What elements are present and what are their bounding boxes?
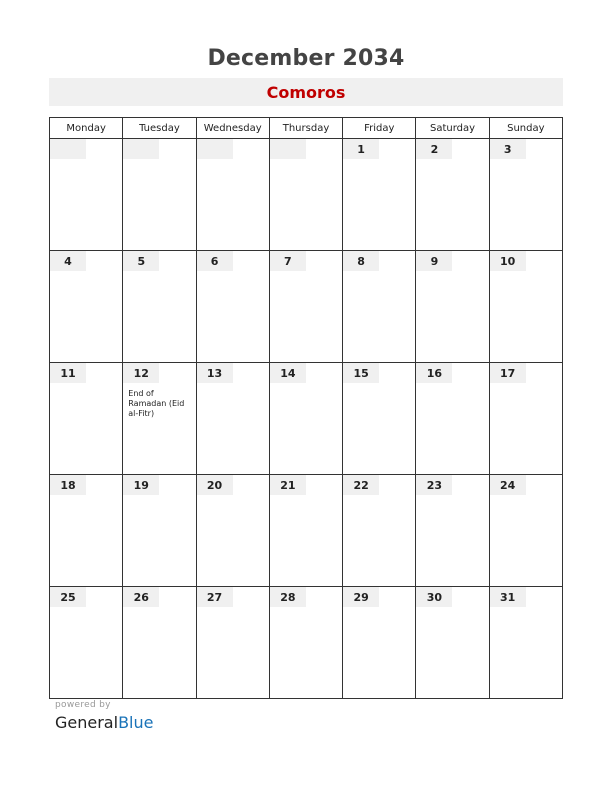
day-cell: [196, 475, 269, 587]
day-number: 1: [343, 139, 379, 159]
day-cell: [489, 251, 562, 363]
day-cell: [269, 251, 342, 363]
day-cell: [50, 475, 123, 587]
weekday-header: Wednesday: [196, 118, 269, 139]
day-number: [270, 139, 306, 159]
day-cell: [269, 363, 342, 475]
day-number: 26: [123, 587, 159, 607]
day-number: 28: [270, 587, 306, 607]
weekday-header: Friday: [343, 118, 416, 139]
day-number: 10: [490, 251, 526, 271]
day-cell: [416, 475, 489, 587]
day-number: 23: [416, 475, 452, 495]
day-cell: [343, 251, 416, 363]
day-number: 30: [416, 587, 452, 607]
weekday-header: Thursday: [269, 118, 342, 139]
day-cell: [416, 587, 489, 699]
day-number: 18: [50, 475, 86, 495]
calendar-grid: [49, 117, 563, 699]
day-cell: [269, 475, 342, 587]
page-title: December 2034: [207, 46, 405, 71]
day-number: 3: [490, 139, 526, 159]
day-number: 4: [50, 251, 86, 271]
day-number: 9: [416, 251, 452, 271]
day-number: 17: [490, 363, 526, 383]
day-cell: [196, 139, 269, 251]
day-number: 12: [123, 363, 159, 383]
holiday-event: End of Ramadan (Eid al-Fitr): [128, 389, 185, 418]
day-cell: [343, 139, 416, 251]
day-number: 6: [197, 251, 233, 271]
week-row: [50, 587, 563, 699]
day-number: 22: [343, 475, 379, 495]
weekday-header: Tuesday: [123, 118, 196, 139]
day-cell: [50, 139, 123, 251]
day-number: 15: [343, 363, 379, 383]
weekday-header: Sunday: [489, 118, 562, 139]
brand-blue: Blue: [118, 713, 154, 732]
day-cell: [123, 251, 196, 363]
weekday-header: Monday: [50, 118, 123, 139]
day-number: 7: [270, 251, 306, 271]
week-row: [50, 475, 563, 587]
day-cell: [123, 587, 196, 699]
day-number: 13: [197, 363, 233, 383]
day-cell: [196, 251, 269, 363]
day-number: 2: [416, 139, 452, 159]
day-cell: [123, 363, 196, 475]
day-number: 8: [343, 251, 379, 271]
brand-logo[interactable]: [55, 713, 153, 732]
day-cell: [343, 363, 416, 475]
day-cell: [50, 363, 123, 475]
day-number: 14: [270, 363, 306, 383]
powered-by-text: powered by: [55, 700, 111, 710]
day-cell: [269, 587, 342, 699]
day-cell: [123, 139, 196, 251]
day-number: 19: [123, 475, 159, 495]
day-number: [197, 139, 233, 159]
day-number: 16: [416, 363, 452, 383]
day-number: 5: [123, 251, 159, 271]
week-row: [50, 363, 563, 475]
footer: [55, 700, 153, 732]
day-number: 21: [270, 475, 306, 495]
day-cell: [416, 363, 489, 475]
country-label: Comoros: [49, 78, 563, 106]
day-cell: [489, 475, 562, 587]
weekday-header-row: [50, 118, 563, 139]
weekday-header: Saturday: [416, 118, 489, 139]
day-number: 20: [197, 475, 233, 495]
day-cell: [50, 587, 123, 699]
day-cell: [196, 587, 269, 699]
day-number: 29: [343, 587, 379, 607]
day-cell: [489, 363, 562, 475]
day-cell: [416, 251, 489, 363]
day-cell: [269, 139, 342, 251]
week-row: [50, 251, 563, 363]
day-cell: [489, 587, 562, 699]
day-cell: [343, 475, 416, 587]
day-number: 25: [50, 587, 86, 607]
day-cell: [196, 363, 269, 475]
week-row: [50, 139, 563, 251]
brand-general: General: [55, 713, 119, 732]
day-number: 11: [50, 363, 86, 383]
day-number: 24: [490, 475, 526, 495]
day-cell: [343, 587, 416, 699]
day-number: 27: [197, 587, 233, 607]
day-cell: [489, 139, 562, 251]
day-number: [50, 139, 86, 159]
day-cell: [123, 475, 196, 587]
day-number: 31: [490, 587, 526, 607]
day-number: [123, 139, 159, 159]
day-cell: [50, 251, 123, 363]
day-cell: [416, 139, 489, 251]
